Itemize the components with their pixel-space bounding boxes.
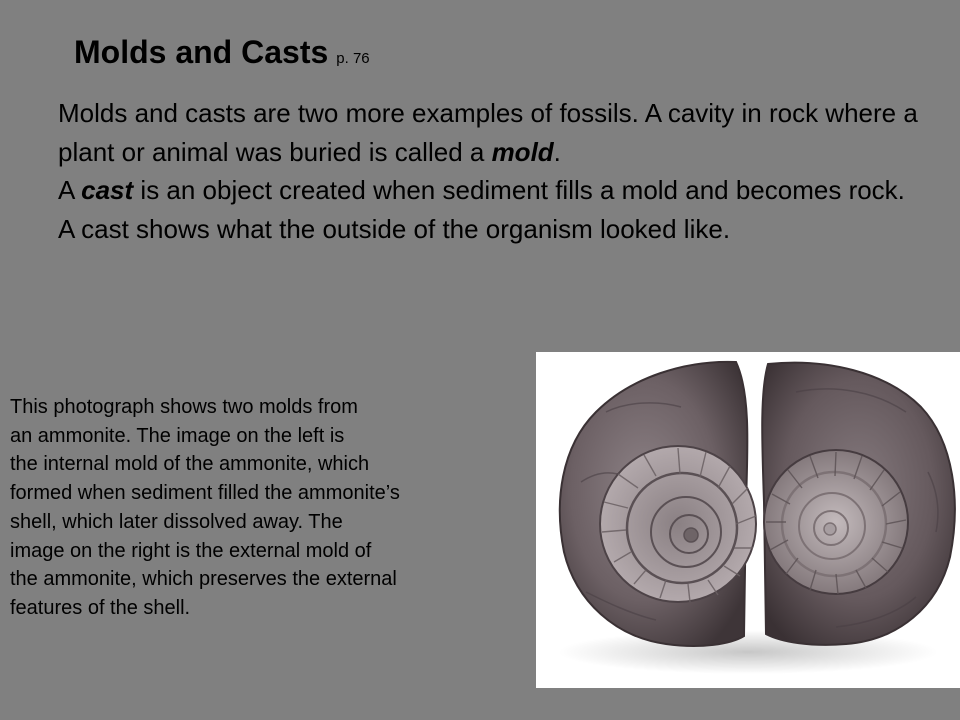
caption-line: features of the shell. [10,596,191,619]
body-text [58,94,918,248]
photo-caption [10,393,540,623]
ammonite-photo [536,352,960,688]
internal-mold-half [560,362,756,646]
caption-line: an ammonite. The image on the left is [10,424,345,447]
external-mold-half [762,363,955,645]
term-mold: mold [491,136,554,167]
term-cast: cast [81,175,134,205]
paragraph-cast [58,171,918,248]
cast-text-before: A [58,175,82,205]
caption-line: image on the right is the external mold of [10,539,372,562]
slide-title [74,32,370,79]
caption-line: shell, which later dissolved away. The [10,510,343,533]
paragraph-mold [58,94,918,171]
caption-line: formed when sediment filled the ammonite’s [10,482,400,505]
mold-text-after: . [553,136,561,167]
page-reference: p. 76 [336,50,370,67]
title-text: Molds and Casts [74,34,329,70]
caption-line: This photograph shows two molds from [10,396,358,418]
mold-text-before: Molds and casts are two more examples of fossils. A cavity in rock where a plant or animal was buried is called a [58,98,918,167]
caption-line: the internal mold of the ammonite, which [10,453,370,476]
ammonite-molds-illustration [536,352,960,688]
caption-line: the ammonite, which preserves the external [10,568,397,591]
cast-text-after: is an object created when sediment fills a mold and becomes rock. A cast shows what the outside of the organism looked like. [58,175,905,244]
